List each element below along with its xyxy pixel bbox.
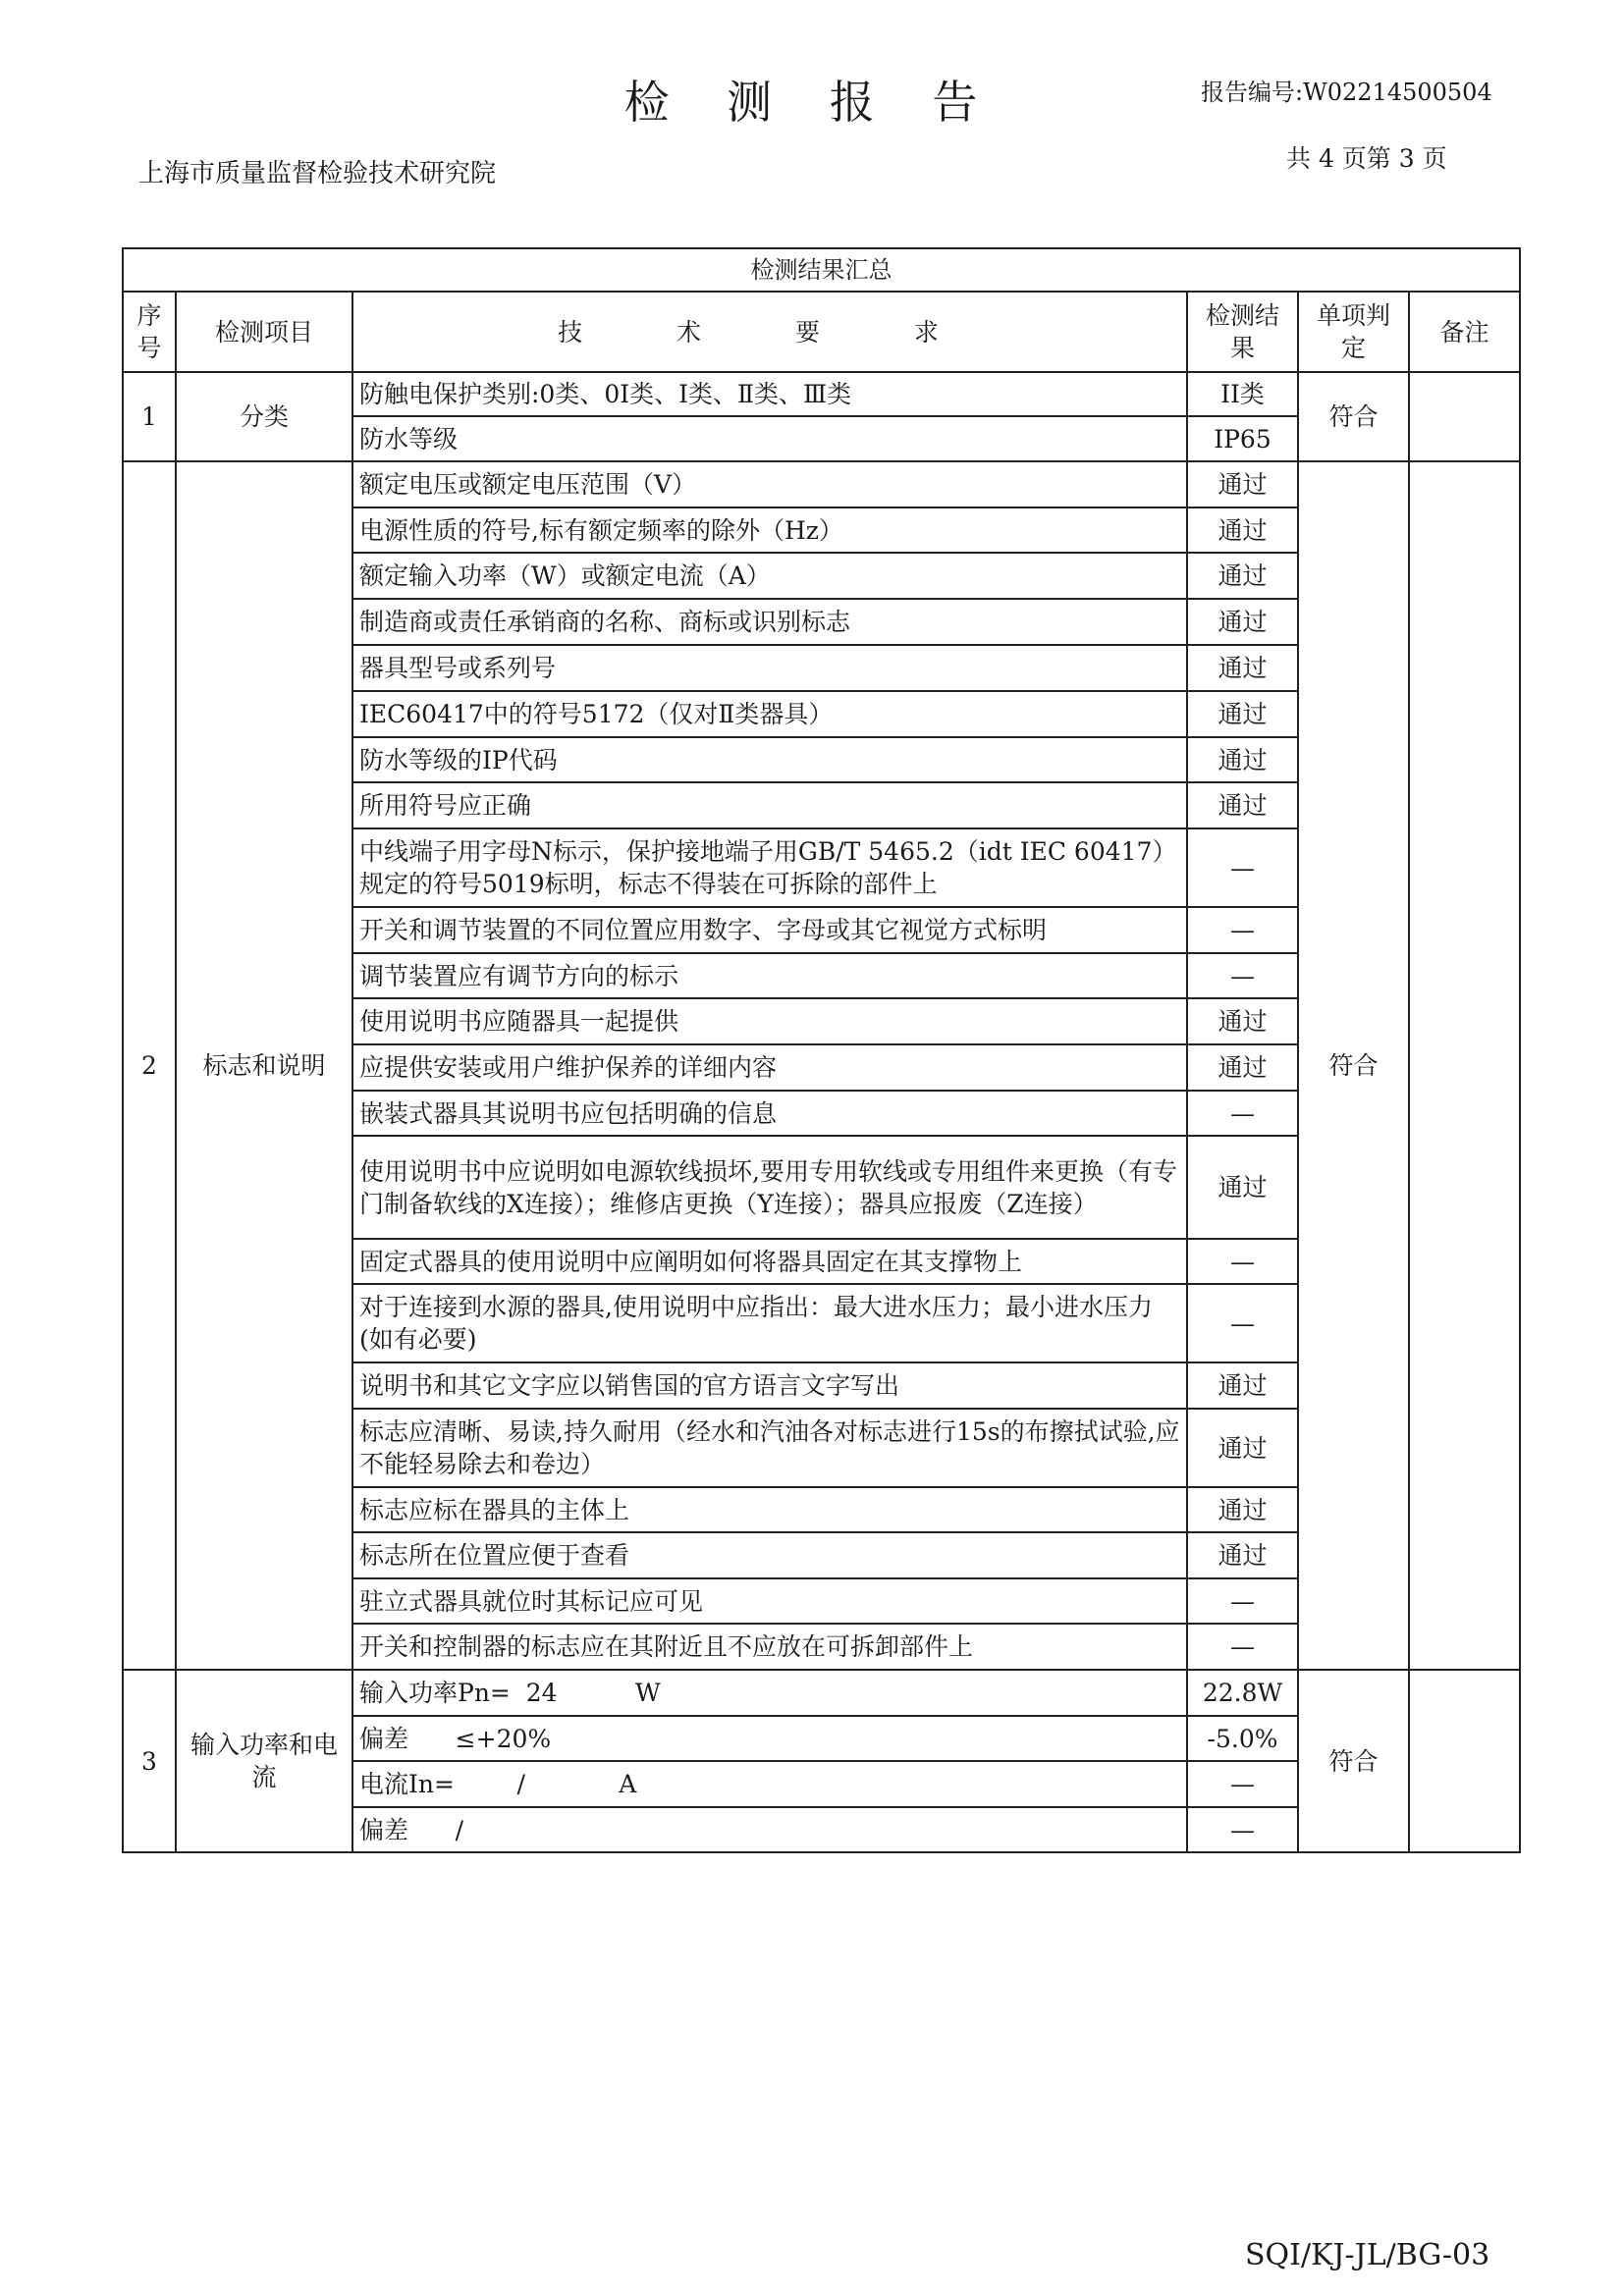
result-cell: —	[1187, 1091, 1298, 1136]
result-cell: 通过	[1187, 645, 1298, 691]
requirement-cell: 防水等级	[352, 416, 1187, 461]
result-cell: —	[1187, 1761, 1298, 1807]
requirement-cell: 输入功率Pn= 24 W	[352, 1670, 1187, 1716]
results-summary-table	[122, 247, 1521, 1853]
requirement-cell: 制造商或责任承销商的名称、商标或识别标志	[352, 599, 1187, 645]
result-cell: 通过	[1187, 553, 1298, 599]
item-cell: 标志和说明	[176, 461, 352, 1670]
requirement-cell: 防水等级的IP代码	[352, 737, 1187, 782]
header-row	[123, 292, 1520, 372]
organization-name: 上海市质量监督检验技术研究院	[138, 159, 497, 188]
result-cell: 通过	[1187, 782, 1298, 828]
requirement-header-label: 技 术 要 求	[558, 317, 982, 347]
result-cell: 通过	[1187, 507, 1298, 553]
result-cell: 通过	[1187, 691, 1298, 737]
requirement-cell: 所用符号应正确	[352, 782, 1187, 828]
col-header-item: 检测项目	[176, 292, 352, 372]
requirement-cell: 电源性质的符号,标有额定频率的除外（Hz）	[352, 507, 1187, 553]
requirement-cell: 说明书和其它文字应以销售国的官方语言文字写出	[352, 1362, 1187, 1409]
result-cell: —	[1187, 1284, 1298, 1362]
seq-cell: 3	[123, 1670, 176, 1852]
result-cell: —	[1187, 1578, 1298, 1624]
item-cell: 分类	[176, 372, 352, 461]
result-cell: —	[1187, 828, 1298, 907]
requirement-cell: 电流In= / A	[352, 1761, 1187, 1807]
requirement-cell: 嵌装式器具其说明书应包括明确的信息	[352, 1091, 1187, 1136]
requirement-cell: 偏差 ≤+20%	[352, 1716, 1187, 1761]
remarks-cell	[1409, 461, 1520, 1670]
result-cell: -5.0%	[1187, 1716, 1298, 1761]
verdict-cell: 符合	[1298, 461, 1409, 1670]
col-header-verdict: 单项判定	[1298, 292, 1409, 372]
result-cell: IP65	[1187, 416, 1298, 461]
result-cell: II类	[1187, 372, 1298, 416]
requirement-cell: 使用说明书应随器具一起提供	[352, 998, 1187, 1044]
result-cell: 通过	[1187, 1362, 1298, 1409]
result-cell: 通过	[1187, 461, 1298, 507]
result-cell: —	[1187, 1624, 1298, 1670]
requirement-cell: 开关和调节装置的不同位置应用数字、字母或其它视觉方式标明	[352, 907, 1187, 953]
col-header-remarks: 备注	[1409, 292, 1520, 372]
result-cell: 通过	[1187, 1532, 1298, 1578]
remarks-cell	[1409, 1670, 1520, 1852]
result-cell: 通过	[1187, 998, 1298, 1044]
requirement-cell: 偏差 /	[352, 1807, 1187, 1852]
page-info: 共 4 页第 3 页	[1286, 144, 1447, 173]
result-cell: 通过	[1187, 1044, 1298, 1091]
requirement-cell: 开关和控制器的标志应在其附近且不应放在可拆卸部件上	[352, 1624, 1187, 1670]
requirement-cell: 对于连接到水源的器具,使用说明中应指出：最大进水压力；最小进水压力(如有必要)	[352, 1284, 1187, 1362]
requirement-cell: 中线端子用字母N标示，保护接地端子用GB/T 5465.2（idt IEC 60417）规定的符号5019标明，标志不得装在可拆除的部件上	[352, 828, 1187, 907]
requirement-cell: 标志所在位置应便于查看	[352, 1532, 1187, 1578]
form-code: SQI/KJ-JL/BG-03	[1245, 2238, 1490, 2272]
remarks-cell	[1409, 372, 1520, 461]
requirement-cell: 调节装置应有调节方向的标示	[352, 953, 1187, 998]
result-cell: 通过	[1187, 1136, 1298, 1239]
requirement-cell: 标志应清晰、易读,持久耐用（经水和汽油各对标志进行15s的布擦拭试验,应不能轻易除去和卷边）	[352, 1409, 1187, 1487]
requirement-cell: 标志应标在器具的主体上	[352, 1487, 1187, 1532]
result-cell: —	[1187, 907, 1298, 953]
col-header-requirement	[352, 292, 1187, 372]
caption-row	[123, 248, 1520, 292]
requirement-cell: 固定式器具的使用说明中应阐明如何将器具固定在其支撑物上	[352, 1239, 1187, 1284]
report-title: 检 测 报 告	[623, 76, 1000, 129]
verdict-cell: 符合	[1298, 372, 1409, 461]
result-cell: 通过	[1187, 737, 1298, 782]
result-cell: —	[1187, 1239, 1298, 1284]
requirement-cell: 器具型号或系列号	[352, 645, 1187, 691]
requirement-cell: 驻立式器具就位时其标记应可见	[352, 1578, 1187, 1624]
report-number: 报告编号:W02214500504	[1201, 79, 1492, 106]
requirement-cell: 使用说明书中应说明如电源软线损坏,要用专用软线或专用组件来更换（有专门制备软线的X连接）；维修店更换（Y连接）；器具应报废（Z连接）	[352, 1136, 1187, 1239]
table-row	[123, 372, 1520, 416]
requirement-cell: IEC60417中的符号5172（仅对Ⅱ类器具）	[352, 691, 1187, 737]
item-cell: 输入功率和电流	[176, 1670, 352, 1852]
seq-cell: 2	[123, 461, 176, 1670]
seq-cell: 1	[123, 372, 176, 461]
requirement-cell: 防触电保护类别:0类、0I类、Ⅰ类、Ⅱ类、Ⅲ类	[352, 372, 1187, 416]
result-cell: —	[1187, 1807, 1298, 1852]
requirement-cell: 应提供安装或用户维护保养的详细内容	[352, 1044, 1187, 1091]
col-header-seq: 序号	[123, 292, 176, 372]
table-caption: 检测结果汇总	[123, 248, 1520, 292]
result-cell: —	[1187, 953, 1298, 998]
requirement-cell: 额定输入功率（W）或额定电流（A）	[352, 553, 1187, 599]
verdict-cell: 符合	[1298, 1670, 1409, 1852]
requirement-cell: 额定电压或额定电压范围（V）	[352, 461, 1187, 507]
table-row	[123, 461, 1520, 507]
table-row	[123, 1670, 1520, 1716]
result-cell: 22.8W	[1187, 1670, 1298, 1716]
result-cell: 通过	[1187, 1409, 1298, 1487]
result-cell: 通过	[1187, 1487, 1298, 1532]
result-cell: 通过	[1187, 599, 1298, 645]
col-header-result: 检测结果	[1187, 292, 1298, 372]
table-body	[123, 248, 1520, 1852]
